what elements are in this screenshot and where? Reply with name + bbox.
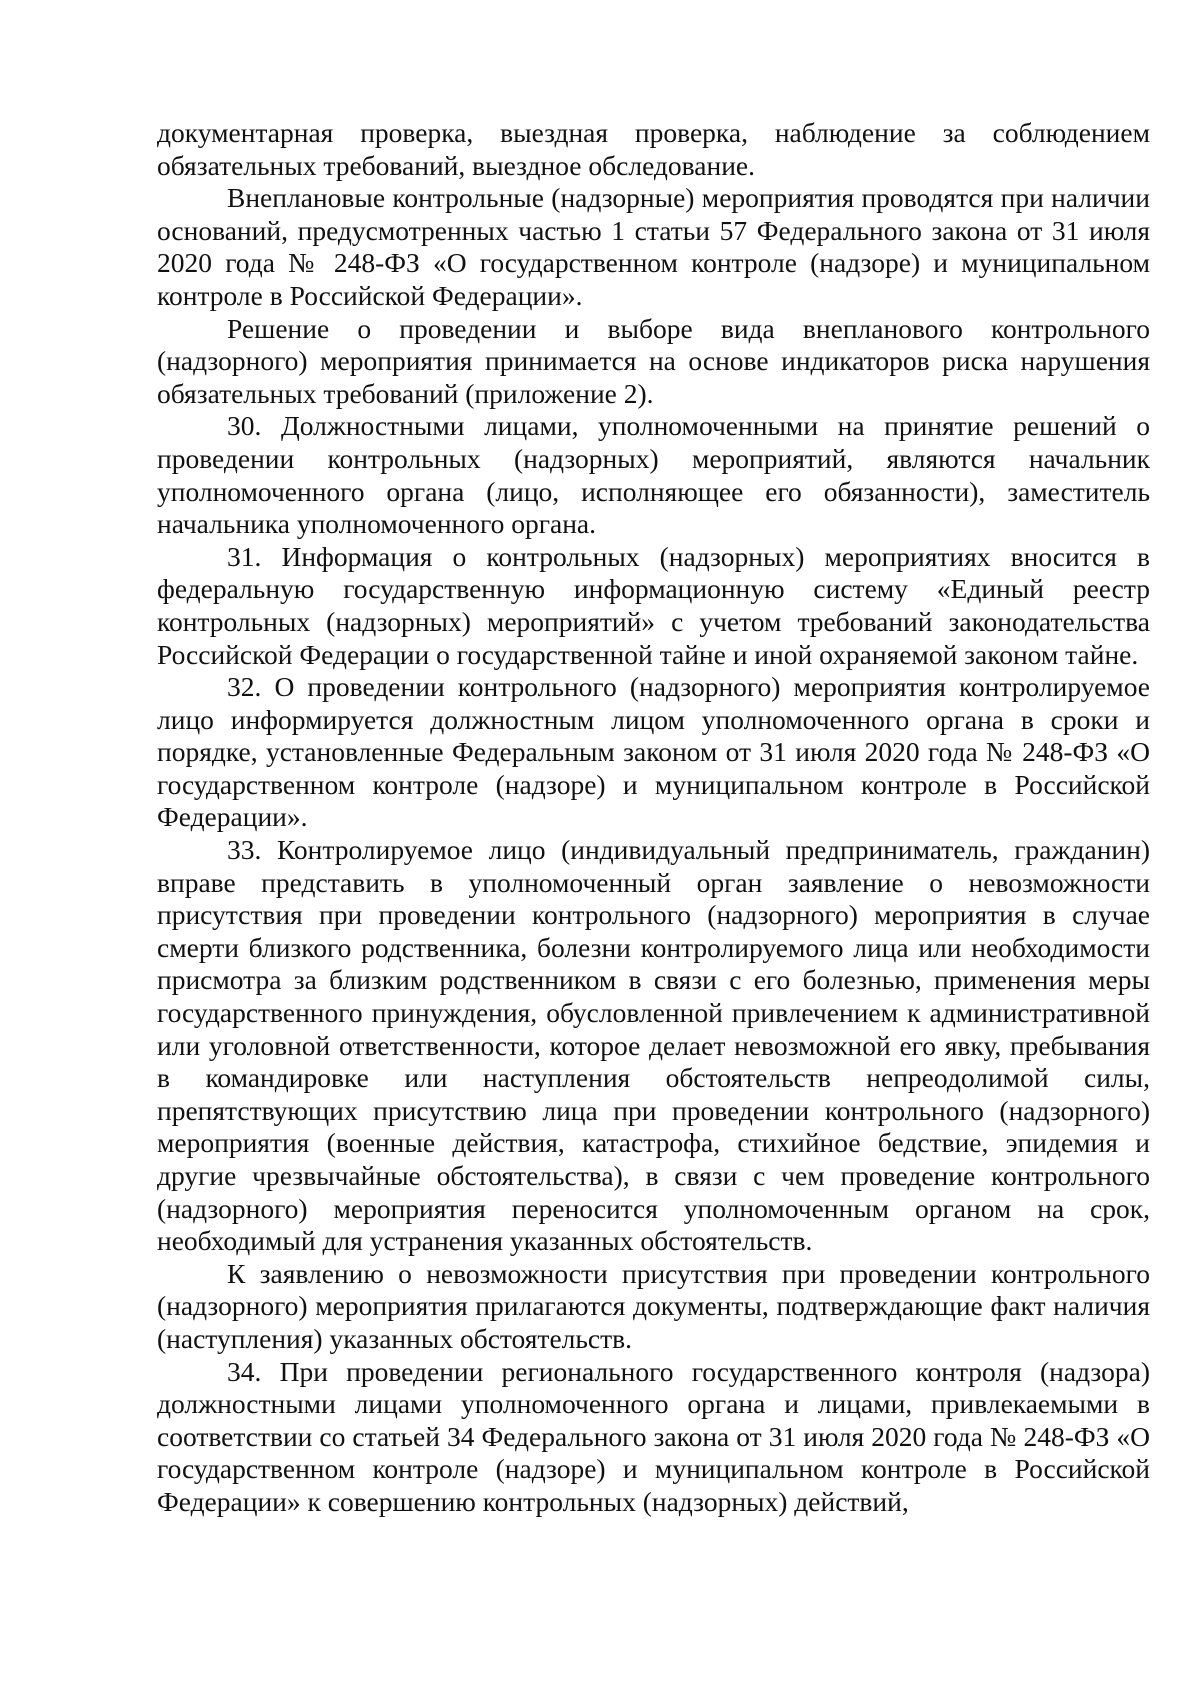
paragraph-continuation: документарная проверка, выездная проверка, наблюдение за соблюдением обязательных требований, выездное обследование. xyxy=(157,117,1150,181)
paragraph-item-33: 33. Контролируемое лицо (индивидуальный предприниматель, гражданин) вправе представить в уполномоченный орган заявление о невозможности присутствия при проведении контрольного (надзорного) мероприятия в случае смерти близкого родственника, болезни контролируемого лица или необходимости присмотра за близким родственником в связи с его болезнью, применения меры государственного принуждения, обусловленной привлечением к административной или уголовной ответственности, которое делает невозможной его явку, пребывания в командировке или наступления обстоятельств непреодолимой силы, препятствующих присутствию лица при проведении контрольного (надзорного) мероприятия (военные действия, катастрофа, стихийное бедствие, эпидемия и другие чрезвычайные обстоятельства), в связи с чем проведение контрольного (надзорного) мероприятия переносится уполномоченным органом на срок, необходимый для устранения указанных обстоятельств. xyxy=(157,834,1150,1257)
paragraph-attachments: К заявлению о невозможности присутствия при проведении контрольного (надзорного) мероприятия прилагаются документы, подтверждающие факт наличия (наступления) указанных обстоятельств. xyxy=(157,1257,1150,1354)
paragraph-item-30: 30. Должностными лицами, уполномоченными на принятие решений о проведении контрольных (надзорных) мероприятий, являются начальник уполномоченного органа (лицо, исполняющее его обязанности), заместитель начальника уполномоченного органа. xyxy=(157,410,1150,540)
paragraph-inspection-decision: Решение о проведении и выборе вида внепланового контрольного (надзорного) мероприятия принимается на основе индикаторов риска нарушения обязательных требований (приложение 2). xyxy=(157,312,1150,409)
paragraph-unscheduled-inspections: Внеплановые контрольные (надзорные) мероприятия проводятся при наличии оснований, предусмотренных частью 1 статьи 57 Федерального закона от 31 июля 2020 года № 248-ФЗ «О государственном контроле (надзоре) и муниципальном контроле в Российской Федерации». xyxy=(157,182,1150,311)
paragraph-item-34: 34. При проведении регионального государственного контроля (надзора) должностными лицами уполномоченного органа и лицами, привлекаемыми в соответствии со статьей 34 Федерального закона от 31 июля 2020 года № 248-ФЗ «О государственном контроле (надзоре) и муниципальном контроле в Российской Федерации» к совершению контрольных (надзорных) действий, xyxy=(157,1355,1150,1517)
paragraph-item-32: 32. О проведении контрольного (надзорного) мероприятия контролируемое лицо информируется должностным лицом уполномоченного органа в сроки и порядке, установленные Федеральным законом от 31 июля 2020 года № 248-ФЗ «О государственном контроле (надзоре) и муниципальном контроле в Российской Федерации». xyxy=(157,671,1150,833)
document-body xyxy=(157,117,1150,1519)
paragraph-item-31: 31. Информация о контрольных (надзорных) мероприятиях вносится в федеральную государственную информационную систему «Единый реестр контрольных (надзорных) мероприятий» с учетом требований законодательства Российской Федерации о государственной тайне и иной охраняемой законом тайне. xyxy=(157,540,1150,670)
